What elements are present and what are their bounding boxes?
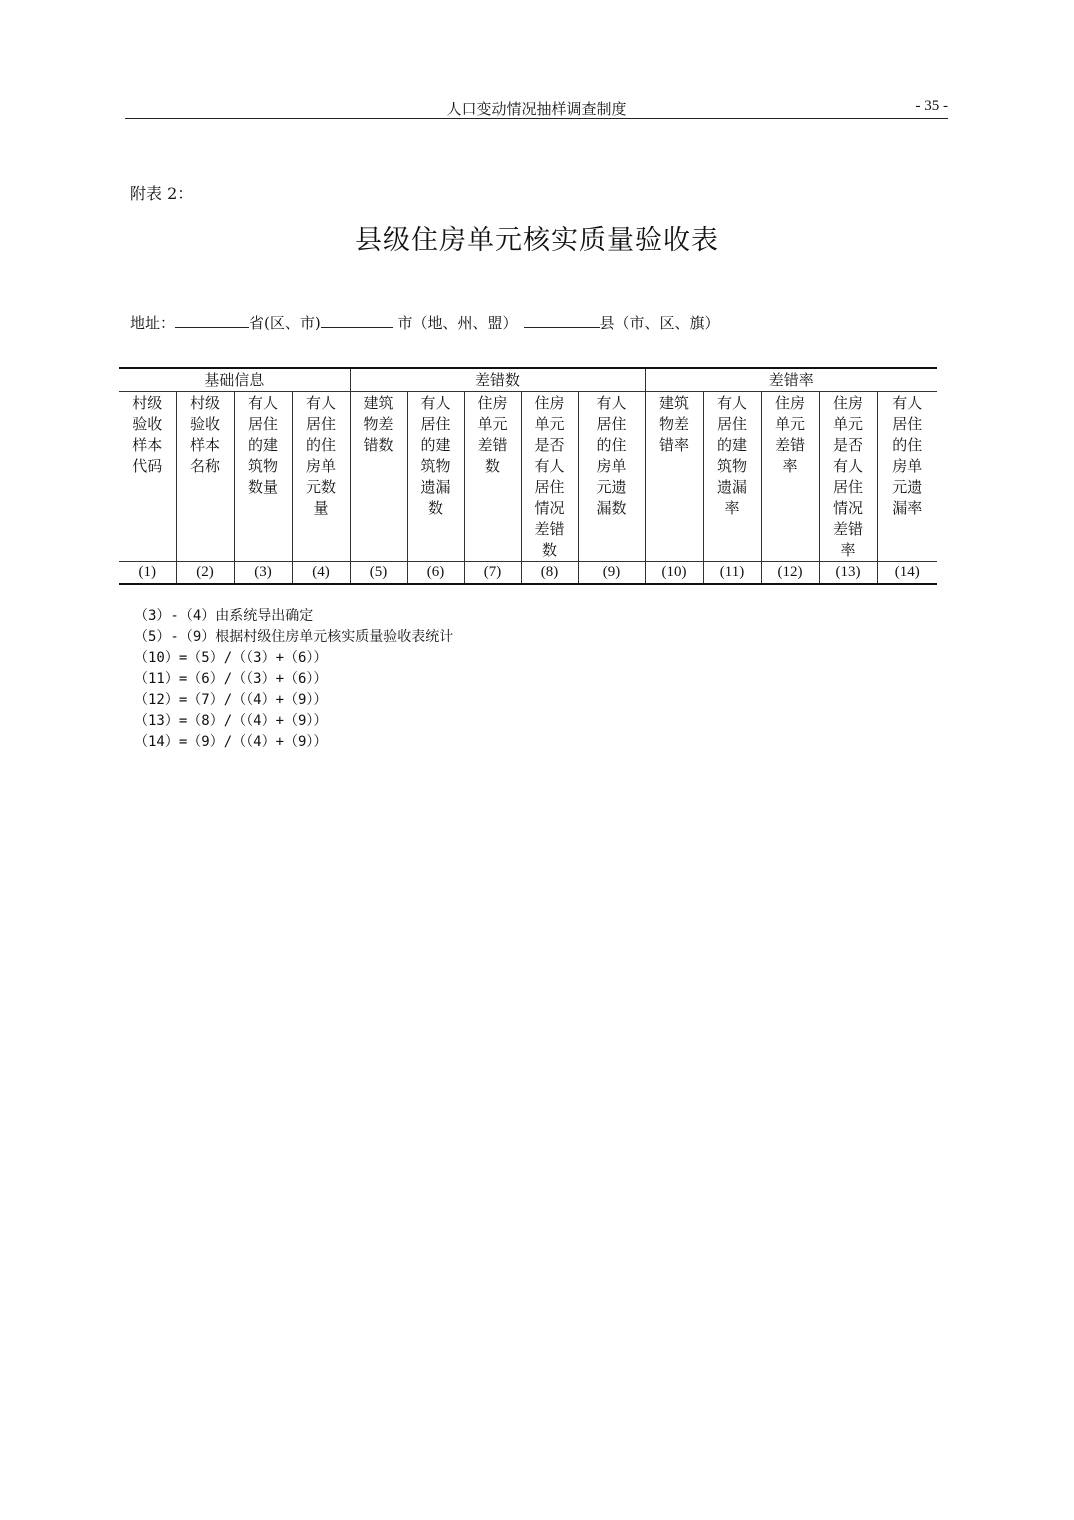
province-suffix: 省(区、市) [249, 314, 321, 332]
column-header: 有人居住的住房单元遗漏率 [877, 392, 937, 562]
column-number: (8) [521, 562, 578, 585]
note-line: （3）-（4）由系统导出确定 [134, 608, 314, 624]
page-number: - 35 - [915, 98, 948, 114]
note-line: （10）=（5）/（（3）+（6）） [134, 650, 328, 666]
column-header: 住房单元差错数 [464, 392, 521, 562]
note-line: （14）=（9）/（（4）+（9）） [134, 734, 328, 750]
column-number: (10) [645, 562, 703, 585]
appendix-label: 附表 2： [130, 184, 194, 203]
column-header: 有人居住的住房单元遗漏数 [578, 392, 645, 562]
column-header: 住房单元是否有人居住情况差错率 [819, 392, 877, 562]
document-title: 县级住房单元核实质量验收表 [355, 225, 719, 256]
column-header: 建筑物差错数 [350, 392, 407, 562]
page-header [125, 96, 948, 119]
column-header-row [119, 392, 937, 562]
column-number: (13) [819, 562, 877, 585]
header-title: 人口变动情况抽样调查制度 [446, 100, 627, 118]
column-header: 住房单元是否有人居住情况差错数 [521, 392, 578, 562]
column-header: 住房单元差错率 [761, 392, 819, 562]
note-line: （12）=（7）/（（4）+（9）） [134, 692, 328, 708]
column-header: 村级验收样本代码 [119, 392, 176, 562]
county-blank [524, 313, 600, 328]
group-header-row [119, 368, 937, 392]
group-basic-info: 基础信息 [119, 368, 350, 392]
city-suffix: 市（地、州、盟） [392, 314, 518, 332]
note-line: （11）=（6）/（（3）+（6）） [134, 671, 328, 687]
group-error-count: 差错数 [350, 368, 645, 392]
column-header: 有人居住的建筑物数量 [234, 392, 292, 562]
column-header: 有人居住的建筑物遗漏率 [703, 392, 761, 562]
city-blank [321, 313, 393, 328]
column-number: (14) [894, 564, 920, 580]
column-number: (5) [350, 562, 407, 585]
note-line: （5）-（9）根据村级住房单元核实质量验收表统计 [134, 629, 454, 645]
table-notes [134, 606, 453, 753]
address-label: 地址： [130, 314, 176, 332]
note-line: （13）=（8）/（（4）+（9）） [134, 713, 328, 729]
group-error-rate: 差错率 [645, 368, 937, 392]
column-number: (12) [761, 562, 819, 585]
column-header: 村级验收样本名称 [176, 392, 234, 562]
province-blank [175, 313, 249, 328]
column-header: 建筑物差错率 [645, 392, 703, 562]
column-number: (9) [578, 562, 645, 585]
quality-acceptance-table [119, 367, 937, 585]
column-number: (2) [176, 562, 234, 585]
column-number: (3) [234, 562, 292, 585]
address-line [130, 312, 720, 333]
column-number-row [119, 562, 937, 585]
column-number: (11) [703, 562, 761, 585]
column-number: (7) [464, 562, 521, 585]
county-suffix: 县（市、区、旗） [599, 314, 720, 332]
column-header: 有人居住的建筑物遗漏数 [407, 392, 464, 562]
column-number: (4) [292, 562, 350, 585]
column-header: 有人居住的住房单元数量 [292, 392, 350, 562]
column-number: (1) [119, 562, 176, 585]
column-number: (6) [407, 562, 464, 585]
